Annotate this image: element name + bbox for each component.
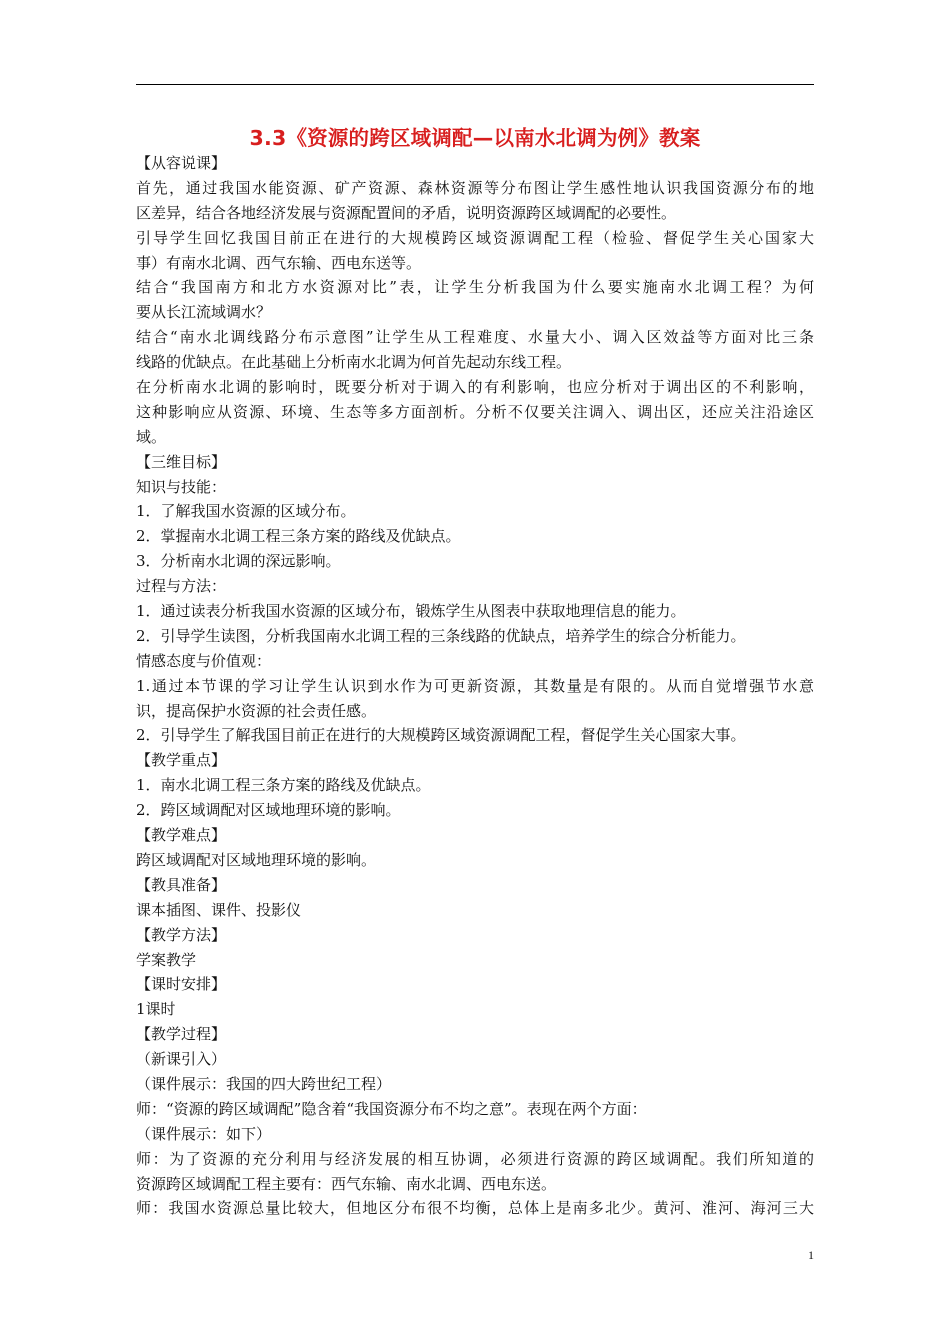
- text-line: 知识与技能：: [136, 477, 227, 496]
- text-line: 结合“我国南方和北方水资源对比”表，让学生分析我国为什么要实施南水北调工程？为何: [136, 278, 814, 297]
- text-line: 要从长江流域调水？: [136, 303, 272, 322]
- text-line: 跨区域调配对区域地理环境的影响。: [136, 850, 377, 869]
- text-line: 过程与方法：: [136, 577, 227, 596]
- text-line: 资源跨区域调配工程主要有：西气东输、南水北调、西电东送。: [136, 1174, 557, 1193]
- document-body: [136, 151, 814, 1221]
- text-line: 1．了解我国水资源的区域分布。: [136, 502, 356, 521]
- text-line: 2．掌握南水北调工程三条方案的路线及优缺点。: [136, 527, 461, 546]
- text-line: 识，提高保护水资源的社会责任感。: [136, 701, 377, 720]
- text-line: 1．通过读表分析我国水资源的区域分布，锻炼学生从图表中获取地理信息的能力。: [136, 602, 686, 621]
- text-line: 在分析南水北调的影响时，既要分析对于调入的有利影响，也应分析对于调出区的不利影响，: [136, 378, 814, 397]
- text-line: 【课时安排】: [136, 975, 227, 994]
- text-line: 【教学方法】: [136, 925, 227, 944]
- text-line: （课件展示：如下）: [136, 1124, 272, 1143]
- text-line: 引导学生回忆我国目前正在进行的大规模跨区域资源调配工程（检验、督促学生关心国家大: [136, 228, 814, 247]
- text-line: 【教学难点】: [136, 826, 227, 845]
- text-line: 这种影响应从资源、环境、生态等多方面剖析。分析不仅要关注调入、调出区，还应关注沿途区: [136, 402, 814, 421]
- text-line: 1．南水北调工程三条方案的路线及优缺点。: [136, 776, 431, 795]
- text-line: 结合“南水北调线路分布示意图”让学生从工程难度、水量大小、调入区效益等方面对比三条: [136, 328, 814, 347]
- text-line: （新课引入）: [136, 1050, 227, 1069]
- page-title: 3.3《资源的跨区域调配—以南水北调为例》教案: [249, 126, 701, 150]
- text-line: 2．引导学生读图，分析我国南水北调工程的三条线路的优缺点，培养学生的综合分析能力。: [136, 626, 746, 645]
- text-line: 1课时: [136, 1000, 176, 1019]
- page-number: 1: [808, 1248, 814, 1262]
- text-line: 2．跨区域调配对区域地理环境的影响。: [136, 801, 401, 820]
- text-line: 师：“资源的跨区域调配”隐含着“我国资源分布不均之意”。表现在两个方面：: [136, 1099, 647, 1118]
- text-line: 首先，通过我国水能资源、矿产资源、森林资源等分布图让学生感性地认识我国资源分布的地: [136, 178, 814, 197]
- text-line: 情感态度与价值观：: [136, 651, 272, 670]
- text-line: （课件展示：我国的四大跨世纪工程）: [136, 1074, 392, 1093]
- text-line: 【从容说课】: [136, 154, 227, 172]
- text-line: 事）有南水北调、西气东输、西电东送等。: [136, 253, 422, 272]
- text-line: 【教学过程】: [136, 1025, 227, 1044]
- text-line: 区差异，结合各地经济发展与资源配置间的矛盾，说明资源跨区域调配的必要性。: [136, 203, 677, 222]
- text-line: 1.通过本节课的学习让学生认识到水作为可更新资源，其数量是有限的。从而自觉增强节水意: [136, 676, 814, 695]
- text-line: 【三维目标】: [136, 452, 227, 471]
- text-line: 线路的优缺点。在此基础上分析南水北调为何首先起动东线工程。: [136, 353, 572, 372]
- header-rule: [136, 84, 814, 85]
- text-line: 课本插图、课件、投影仪: [136, 900, 302, 919]
- text-line: 3．分析南水北调的深远影响。: [136, 552, 341, 571]
- text-line: 域。: [136, 427, 167, 446]
- text-line: 学案教学: [136, 950, 197, 969]
- text-line: 【教具准备】: [136, 875, 227, 894]
- text-line: 【教学重点】: [136, 751, 227, 770]
- text-line: 2．引导学生了解我国目前正在进行的大规模跨区域资源调配工程，督促学生关心国家大事。: [136, 726, 746, 745]
- text-line: 师：我国水资源总量比较大，但地区分布很不均衡，总体上是南多北少。黄河、淮河、海河三大: [136, 1199, 814, 1218]
- text-line: 师：为了资源的充分利用与经济发展的相互协调，必须进行资源的跨区域调配。我们所知道的: [136, 1149, 814, 1168]
